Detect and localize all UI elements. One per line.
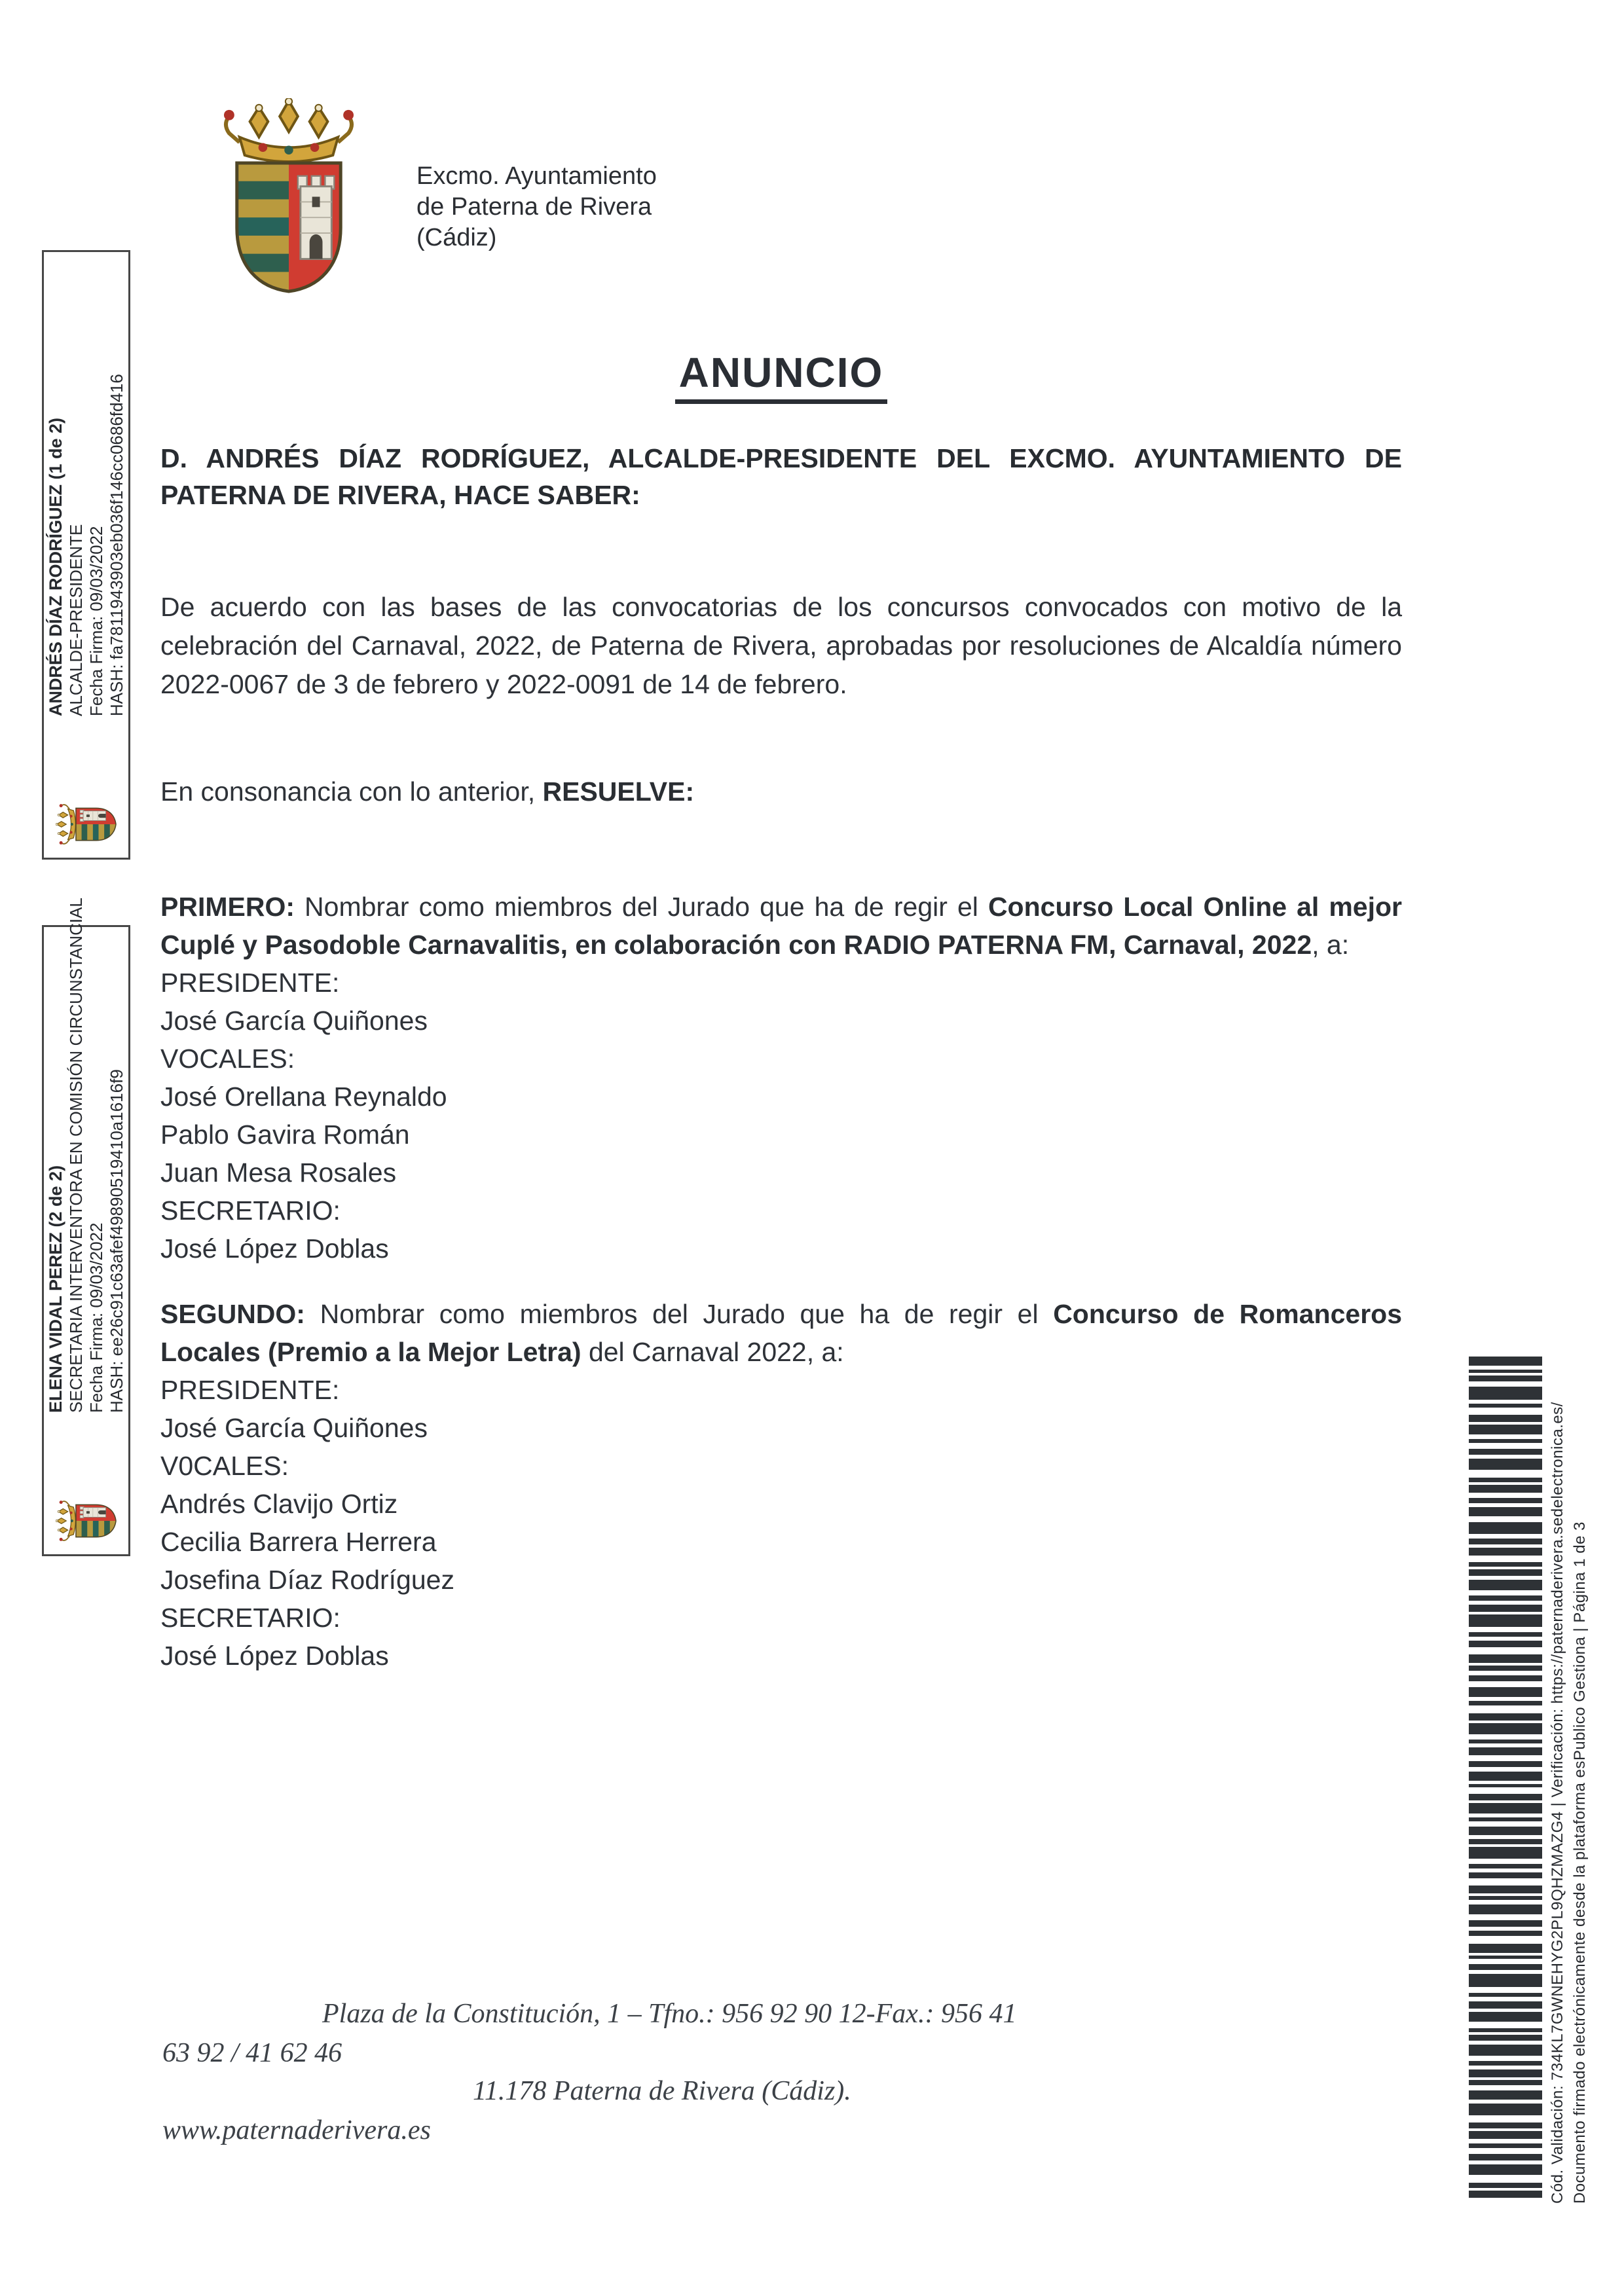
signature-date: Fecha Firma: 09/03/2022 — [86, 526, 106, 716]
barcode-gap — [1469, 1900, 1542, 1904]
intro-paragraph: D. ANDRÉS DÍAZ RODRÍGUEZ, ALCALDE-PRESIDENTE DEL EXCMO. AYUNTAMIENTO DE PATERNA DE RIVERA, HACE SABER: — [160, 443, 1402, 510]
signature-hash: HASH: fa7811943903eb036f146cc0686fd416 — [106, 374, 126, 716]
barcode-bar — [1469, 1974, 1542, 1987]
barcode-bar — [1469, 1562, 1542, 1567]
org-line-1: Excmo. Ayuntamiento — [416, 162, 657, 190]
barcode-bar — [1469, 1827, 1542, 1835]
barcode-bar — [1469, 1376, 1542, 1381]
verification-code-line: Cód. Validación: 734KL7GWNEHYG2PL9QHZMAZG4 | Verificación: https://paternaderivera.sedelectronica.es/ — [1549, 1402, 1566, 2204]
barcode-gap — [1469, 1821, 1542, 1827]
barcode-bar — [1469, 1539, 1542, 1544]
title-row — [160, 348, 1402, 404]
bold-run: PRIMERO: — [160, 892, 295, 922]
barcode-bar — [1469, 1872, 1542, 1878]
barcode-bar — [1469, 1387, 1542, 1400]
barcode-bar — [1469, 1507, 1542, 1516]
page-title: ANUNCIO — [675, 348, 888, 404]
barcode-bar — [1469, 1794, 1542, 1800]
barcode-gap — [1469, 1493, 1542, 1498]
barcode-bar — [1469, 1654, 1542, 1663]
barcode-bar — [1469, 2035, 1542, 2041]
barcode-bar — [1469, 1580, 1542, 1590]
barcode-gap — [1469, 1590, 1542, 1595]
bold-run: Concurso de Romanceros Locales (Premio a la Mejor Letra) — [160, 1299, 1402, 1367]
jury-line: José López Doblas — [160, 1233, 389, 1264]
barcode-bar — [1469, 2123, 1542, 2128]
jury-line: PRESIDENTE: — [160, 968, 340, 998]
barcode-bar — [1469, 1713, 1542, 1721]
barcode-gap — [1469, 1767, 1542, 1772]
barcode-bar — [1469, 1964, 1542, 1970]
barcode-gap — [1469, 2139, 1542, 2143]
barcode-bar — [1469, 1548, 1542, 1556]
barcode-gap — [1469, 1516, 1542, 1522]
barcode-gap — [1469, 1755, 1542, 1761]
barcode-bar — [1469, 1569, 1542, 1576]
text-run: En consonancia con lo anterior, — [160, 776, 543, 807]
barcode-bar — [1469, 1772, 1542, 1781]
barcode-gap — [1469, 1705, 1542, 1713]
segundo-section — [160, 1295, 1402, 1675]
primero-jury-list — [160, 964, 1402, 1267]
barcode-bar — [1469, 2012, 1542, 2022]
bases-paragraph: De acuerdo con las bases de las convocatorias de los concursos convocados con motivo de la celebración del Carnaval, 2022, de Paterna de Rivera, aprobadas por resoluciones de Alcaldía número 2022-0067 de 3 de febrero y 2022-0091 de 14 de febrero. — [160, 592, 1402, 699]
jury-line: PRESIDENTE: — [160, 1375, 340, 1405]
barcode-gap — [1469, 1443, 1542, 1449]
barcode-bar — [1469, 1701, 1542, 1705]
bold-run: SEGUNDO: — [160, 1299, 305, 1329]
jury-line: José Orellana Reynaldo — [160, 1082, 447, 1112]
barcode-bar — [1469, 1605, 1542, 1612]
barcode-bar — [1469, 1920, 1542, 1927]
barcode-bar — [1469, 1632, 1542, 1637]
jury-line: José García Quiñones — [160, 1006, 428, 1036]
barcode-gap — [1469, 1997, 1542, 2001]
barcode-bar — [1469, 1522, 1542, 1534]
barcode-bar — [1469, 2080, 1542, 2085]
barcode-bar — [1469, 1747, 1542, 1755]
coat-of-arms-icon — [56, 800, 117, 848]
barcode-bar — [1469, 1614, 1542, 1627]
jury-line: VOCALES: — [160, 1044, 295, 1074]
barcode-gap — [1469, 1787, 1542, 1794]
barcode-bar — [1469, 1864, 1542, 1868]
barcode-bar — [1469, 2001, 1542, 2009]
barcode-bar — [1469, 2183, 1542, 2188]
barcode-gap — [1469, 2175, 1542, 2183]
barcode-bar — [1469, 1425, 1542, 1434]
barcode-bar — [1469, 1931, 1542, 1936]
text-run: Nombrar como miembros del Jurado que ha de regir el — [304, 1299, 1054, 1329]
text-run: del Carnaval 2022, a: — [581, 1337, 844, 1367]
barcode-bar — [1469, 1666, 1542, 1671]
barcode-bar — [1469, 2104, 1542, 2115]
signature-2-text — [46, 898, 127, 1413]
barcode-bar — [1469, 1761, 1542, 1767]
barcode-bar — [1469, 1847, 1542, 1859]
barcode-bar — [1469, 1803, 1542, 1813]
barcode-gap — [1469, 2198, 1542, 2203]
jury-line: Andrés Clavijo Ortiz — [160, 1489, 398, 1519]
segundo-jury-list — [160, 1371, 1402, 1675]
barcode-gap — [1469, 1381, 1542, 1387]
verification-platform-line: Documento firmado electrónicamente desde la plataforma esPublico Gestiona | Página 1 de 3 — [1571, 1522, 1589, 2204]
barcode-gap — [1469, 1987, 1542, 1993]
barcode-bar — [1469, 1478, 1542, 1482]
signer-role: SECRETARIA INTERVENTORA EN COMISIÓN CIRCUNSTANCIAL — [65, 898, 86, 1413]
signature-block-1 — [42, 250, 130, 860]
barcode-bar — [1469, 1459, 1542, 1470]
barcode-gap — [1469, 2115, 1542, 2123]
organization-name — [416, 161, 657, 253]
org-line-3: (Cádiz) — [416, 224, 497, 251]
barcode-bar — [1469, 1904, 1542, 1914]
org-line-2: de Paterna de Rivera — [416, 193, 652, 221]
resuelve-paragraph — [160, 773, 1402, 811]
barcode-gap — [1469, 1959, 1542, 1964]
signer-name: ANDRÉS DÍAZ RODRÍGUEZ (1 de 2) — [45, 417, 65, 716]
signature-hash: HASH: ee26c91c63afef49890519410a1616f9 — [106, 1069, 126, 1413]
jury-line: Cecilia Barrera Herrera — [160, 1527, 437, 1557]
footer-address-line1: Plaza de la Constitución, 1 – Tfno.: 956 92 90 12-Fax.: 956 41 — [322, 1999, 1017, 2029]
barcode-gap — [1469, 2056, 1542, 2061]
barcode-gap — [1469, 1534, 1542, 1539]
barcode-bar — [1469, 1498, 1542, 1503]
jury-line: Juan Mesa Rosales — [160, 1157, 397, 1188]
barcode-bar — [1469, 2131, 1542, 2139]
barcode-bar — [1469, 1449, 1542, 1455]
bold-run: Concurso Local Online al mejor Cuplé y Pasodoble Carnavalitis, en colaboración con RADIO PATERNA FM, Carnaval, 2022 — [160, 892, 1402, 960]
text-run: , a: — [1312, 930, 1350, 960]
segundo-paragraph — [160, 1295, 1402, 1371]
footer-website: www.paternaderivera.es — [162, 2115, 431, 2145]
barcode-bar — [1469, 1944, 1542, 1953]
barcode-bar — [1469, 2164, 1542, 2175]
barcode-bar — [1469, 1415, 1542, 1422]
barcode-gap — [1469, 1434, 1542, 1439]
signature-date: Fecha Firma: 09/03/2022 — [86, 1222, 106, 1413]
signature-block-1-content — [44, 252, 128, 858]
barcode-gap — [1469, 1647, 1542, 1654]
jury-line: SECRETARIO: — [160, 1195, 341, 1226]
barcode-bar — [1469, 1687, 1542, 1697]
barcode-gap — [1469, 1914, 1542, 1920]
barcode-bar — [1469, 1886, 1542, 1893]
barcode-bar — [1469, 2154, 1542, 2160]
footer-address-line2: 63 92 / 41 62 46 — [162, 2038, 342, 2068]
barcode-bar — [1469, 2045, 1542, 2056]
text-run: Nombrar como miembros del Jurado que ha de regir el — [295, 892, 988, 922]
jury-line: SECRETARIO: — [160, 1603, 341, 1633]
barcode-gap — [1469, 1671, 1542, 1675]
barcode-bar — [1469, 1595, 1542, 1601]
barcode-bar — [1469, 2090, 1542, 2100]
barcode-bar — [1469, 1839, 1542, 1844]
barcode-bar — [1469, 2069, 1542, 2077]
signature-1-text — [46, 374, 127, 716]
primero-section — [160, 888, 1402, 1267]
bold-run: RESUELVE: — [542, 776, 695, 807]
barcode-bar — [1469, 2191, 1542, 2198]
jury-line: V0CALES: — [160, 1451, 289, 1481]
barcode-bar — [1469, 2061, 1542, 2066]
barcode-bar — [1469, 2143, 1542, 2148]
signature-block-2 — [42, 898, 130, 1556]
barcode-gap — [1469, 1408, 1542, 1415]
barcode-bar — [1469, 1357, 1542, 1366]
signer-name: ELENA VIDAL PEREZ (2 de 2) — [45, 1165, 65, 1413]
barcode-gap — [1469, 1878, 1542, 1886]
barcode-bar — [1469, 1641, 1542, 1647]
barcode-bar — [1469, 1485, 1542, 1493]
signer-role: ALCALDE-PRESIDENTE — [65, 524, 86, 716]
barcode-bars — [1469, 1357, 1542, 2203]
coat-of-arms-logo — [211, 98, 367, 295]
barcode-gap — [1469, 1556, 1542, 1562]
barcode-gap — [1469, 1627, 1542, 1632]
coat-of-arms-icon — [56, 1497, 117, 1545]
jury-line: Pablo Gavira Román — [160, 1120, 410, 1150]
barcode-gap — [1469, 1470, 1542, 1478]
barcode-gap — [1469, 1936, 1542, 1944]
signature-block-2-content — [44, 898, 128, 1554]
barcode-gap — [1469, 1859, 1542, 1864]
primero-paragraph — [160, 888, 1402, 964]
jury-line: José García Quiñones — [160, 1413, 428, 1443]
jury-line: José López Doblas — [160, 1641, 389, 1671]
barcode-bar — [1469, 1675, 1542, 1681]
barcode-gap — [1469, 2148, 1542, 2154]
barcode-gap — [1469, 1734, 1542, 1740]
barcode-gap — [1469, 1681, 1542, 1687]
barcode-gap — [1469, 2022, 1542, 2028]
barcode-gap — [1469, 2085, 1542, 2090]
jury-line: Josefina Díaz Rodríguez — [160, 1565, 454, 1595]
barcode-bar — [1469, 1723, 1542, 1734]
footer-city-line: 11.178 Paterna de Rivera (Cádiz). — [473, 2076, 851, 2106]
